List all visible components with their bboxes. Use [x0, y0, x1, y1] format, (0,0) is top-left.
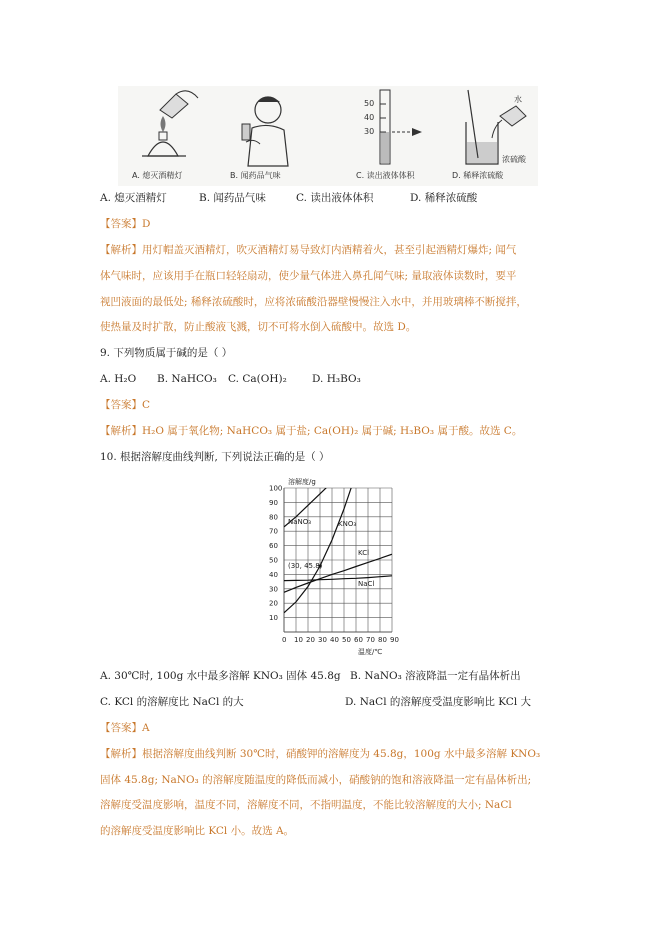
cyl-tick-30: 30 [364, 127, 375, 136]
q10-option-c: C. KCl 的溶解度比 NaCl 的大 [100, 696, 244, 708]
q8-option-d: D. 稀释浓硫酸 [410, 192, 478, 204]
q9-option-d: D. H₃BO₃ [312, 373, 361, 385]
series-label: KNO₃ [338, 520, 357, 528]
q10-option-a: A. 30℃时, 100g 水中最多溶解 KNO₃ 固体 45.8g [100, 670, 341, 682]
q10-stem: 10. 根据溶解度曲线判断, 下列说法正确的是（ ） [100, 451, 330, 463]
q10-option-d: D. NaCl 的溶解度受温度影响比 KCl 大 [345, 696, 532, 708]
q9-answer: 【答案】C [100, 399, 151, 411]
y-tick-label: 90 [269, 498, 278, 507]
chart-curves [284, 474, 392, 613]
series-line-NaCl [284, 576, 392, 581]
x-tick-label: 0 [282, 636, 287, 644]
x-tick-label: 20 [306, 636, 315, 644]
q8-analysis-3: 视凹液面的最低处; 稀释浓硫酸时，应将浓硫酸沿器壁慢慢注入水中，并用玻璃棒不断搅拌， [100, 296, 527, 308]
q8-answer: 【答案】D [100, 218, 151, 230]
series-line-KNO₃ [284, 474, 368, 613]
y-tick-label: 10 [269, 614, 278, 623]
chart-ylabel: 溶解度/g [288, 478, 316, 486]
alcohol-lamp-figure [128, 88, 208, 168]
y-tick-label: 20 [269, 599, 278, 608]
q10-analysis-1: 【解析】根据溶解度曲线判断 30℃时，硝酸钾的溶解度为 45.8g，100g 水中最多溶解 KNO₃ [100, 748, 541, 760]
series-label: NaNO₃ [288, 518, 312, 526]
q8-analysis-4: 使热量及时扩散，防止酸液飞溅，切不可将水倒入硫酸中。故选 D。 [100, 321, 417, 333]
q8-option-c: C. 读出液体体积 [296, 192, 374, 204]
q9-stem: 9. 下列物质属于碱的是（ ） [100, 347, 233, 359]
q10-analysis-3: 溶解度受温度影响，温度不同，溶解度不同，不指明温度，不能比较溶解度的大小; NaCl [100, 799, 512, 811]
q8-analysis-1: 【解析】用灯帽盖灭酒精灯，吹灭酒精灯易导致灯内酒精着火，甚至引起酒精灯爆炸; 闻气 [100, 244, 517, 256]
caption-a: A. 熄灭酒精灯 [132, 171, 183, 180]
y-tick-label: 60 [269, 542, 278, 551]
x-tick-label: 50 [342, 636, 351, 644]
smell-figure [226, 88, 306, 168]
x-tick-label: 10 [294, 636, 303, 644]
label-acid: 浓硫酸 [502, 155, 526, 164]
x-tick-label: 40 [330, 636, 339, 644]
q8-option-b: B. 闻药品气味 [199, 192, 266, 204]
q10-option-b: B. NaNO₃ 溶液降温一定有晶体析出 [350, 670, 521, 682]
chart-annotation: (30, 45.8) [288, 562, 323, 570]
solubility-chart [262, 474, 422, 658]
x-tick-label: 60 [354, 636, 363, 644]
x-tick-label: 90 [390, 636, 399, 644]
caption-b: B. 闻药品气味 [230, 171, 281, 180]
q9-option-b: B. NaHCO₃ [157, 373, 217, 385]
y-tick-label: 80 [269, 513, 278, 522]
caption-c: C. 读出液体体积 [356, 171, 415, 180]
q8-option-a: A. 熄灭酒精灯 [100, 192, 167, 204]
y-tick-label: 40 [269, 570, 278, 579]
x-tick-label: 80 [378, 636, 387, 644]
y-tick-label: 50 [269, 556, 278, 565]
series-label: NaCl [358, 580, 375, 588]
q10-answer: 【答案】A [100, 722, 150, 734]
chart-xlabel: 温度/℃ [358, 648, 383, 656]
series-label: KCl [358, 549, 370, 557]
cylinder-figure [366, 86, 436, 170]
q9-option-c: C. Ca(OH)₂ [228, 373, 287, 385]
q10-analysis-2: 固体 45.8g; NaNO₃ 的溶解度随温度的降低而减小，硝酸钠的饱和溶液降温一定有晶体析出; [100, 774, 532, 786]
q10-analysis-4: 的溶解度受温度影响比 KCl 小。故选 A。 [100, 825, 295, 837]
cyl-tick-40: 40 [364, 113, 375, 122]
q8-analysis-2: 体气味时，应该用手在瓶口轻轻扇动，使少量气体进入鼻孔闻气味; 量取液体读数时，要平 [100, 270, 517, 282]
q9-analysis: 【解析】H₂O 属于氧化物; NaHCO₃ 属于盐; Ca(OH)₂ 属于碱; H₃BO₃ 属于酸。故选 C。 [100, 425, 523, 437]
q9-option-a: A. H₂O [100, 373, 137, 385]
label-water: 水 [514, 95, 522, 104]
caption-d: D. 稀释浓硫酸 [452, 171, 504, 180]
x-tick-label: 70 [366, 636, 375, 644]
y-tick-label: 100 [269, 484, 283, 493]
cyl-tick-50: 50 [364, 99, 375, 108]
y-tick-label: 70 [269, 527, 278, 536]
y-tick-label: 30 [269, 585, 278, 594]
q8-figure [118, 86, 538, 186]
x-tick-label: 30 [318, 636, 327, 644]
